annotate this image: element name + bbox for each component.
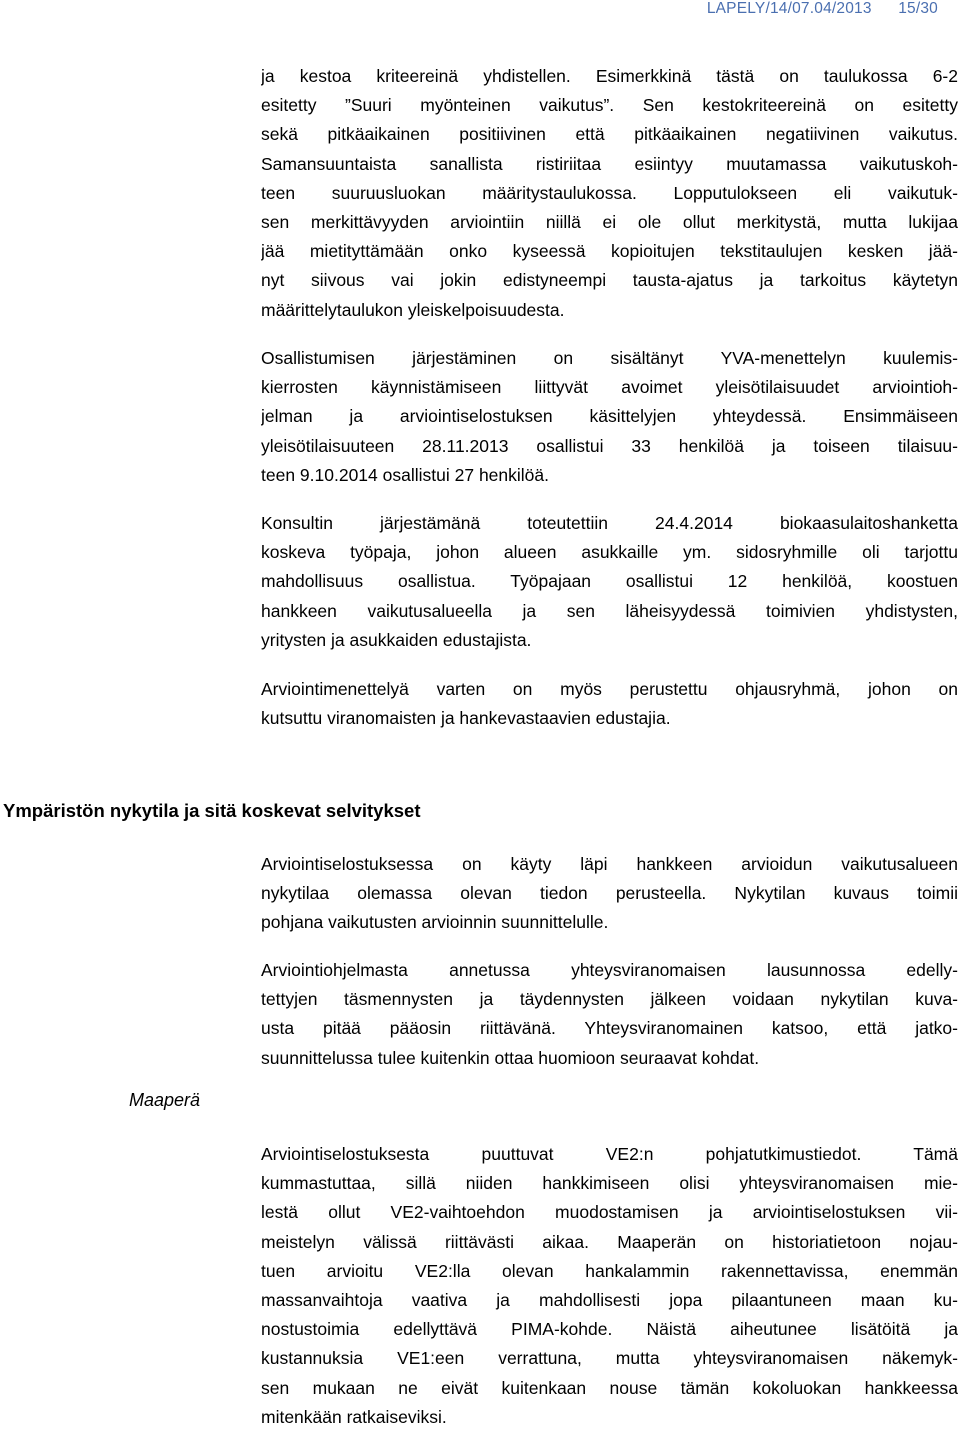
text-line: teen suuruusluokan määritystaulukossa. Lopputulokseen eli vaikutuk- xyxy=(261,182,958,203)
text-line: mitenkään ratkaiseviksi. xyxy=(261,1406,447,1427)
page-number: 15/30 xyxy=(898,0,938,17)
text-line: sen merkittävyyden arviointiin niillä ei ole ollut merkitystä, mutta lukijaa xyxy=(261,211,958,232)
text-line: tettyjen täsmennysten ja täydennysten jälkeen voidaan nykytilan kuva- xyxy=(261,989,958,1010)
soil-paragraph xyxy=(261,1140,958,1432)
text-line: nykytilaa olemassa olevan tiedon perusteella. Nykytilan kuvaus toimii xyxy=(261,883,958,904)
text-line: lestä ollut VE2-vaihtoehdon muodostamisen ja arviointiselostuksen vii- xyxy=(261,1202,958,1223)
text-line: nostustoimia edellyttävä PIMA-kohde. Näistä aiheutunee lisätöitä ja xyxy=(261,1319,958,1340)
text-line: jää mietityttämään onko kyseessä kopioitujen tekstitaulujen kesken jää- xyxy=(261,241,958,262)
text-line: yritysten ja asukkaiden edustajista. xyxy=(261,629,532,650)
text-line: yleisötilaisuuteen 28.11.2013 osallistui 33 henkilöä ja toiseen tilaisuu- xyxy=(261,435,958,456)
page-header xyxy=(707,0,938,18)
authority-statement-paragraph xyxy=(261,956,958,1073)
text-line: kierrosten käynnistämiseen liittyvät avoimet yleisötilaisuudet arviointioh- xyxy=(261,377,958,398)
text-line: kustannuksia VE1:een verrattuna, mutta yhteysviranomaisen näkemyk- xyxy=(261,1348,958,1369)
text-line: suunnittelussa tulee kuitenkin ottaa huomioon seuraavat kohdat. xyxy=(261,1047,760,1068)
text-line: pohjana vaikutusten arvioinnin suunnittelulle. xyxy=(261,912,609,933)
text-line: kutsuttu viranomaisten ja hankevastaavien edustajia. xyxy=(261,708,671,729)
text-line: hankkeen vaikutusalueella ja sen läheisyydessä toimivien yhdistysten, xyxy=(261,600,958,621)
text-line: sen mukaan ne eivät kuitenkaan nouse tämän kokoluokan hankkeessa xyxy=(261,1377,958,1398)
text-line: usta pitää pääosin riittävänä. Yhteysviranomainen katsoo, että jatko- xyxy=(261,1018,958,1039)
text-line: Samansuuntaista sanallista ristiriitaa esiintyy muutamassa vaikutuskoh- xyxy=(261,153,958,174)
text-line: kummastuttaa, sillä niiden hankkimiseen olisi yhteysviranomaisen mie- xyxy=(261,1173,958,1194)
text-line: nyt siivous vai jokin edistyneempi tausta-ajatus ja tarkoitus käytetyn xyxy=(261,270,958,291)
text-line: massanvaihtoja vaativa ja mahdollisesti jopa pilaantuneen maan ku- xyxy=(261,1289,958,1310)
text-line: koskeva työpaja, johon alueen asukkaille ym. sidosryhmille oli tarjottu xyxy=(261,542,958,563)
text-line: Arviointiohjelmasta annetussa yhteysviranomaisen lausunnossa edelly- xyxy=(261,960,958,980)
participation-paragraph xyxy=(261,344,958,490)
text-line: Osallistumisen järjestäminen on sisältänyt YVA-menettelyn kuulemis- xyxy=(261,348,958,368)
intro-paragraph xyxy=(261,62,958,325)
text-line: Arviointimenettelyä varten on myös perustettu ohjausryhmä, johon on xyxy=(261,679,958,699)
text-line: määrittelytaulukon yleiskelpoisuudesta. xyxy=(261,299,565,320)
text-line: Arviointiselostuksesta puuttuvat VE2:n pohjatutkimustiedot. Tämä xyxy=(261,1144,958,1164)
document-reference: LAPELY/14/07.04/2013 xyxy=(706,0,872,17)
text-line: Arviointiselostuksessa on käyty läpi hankkeen arvioidun vaikutusalueen xyxy=(261,854,958,874)
current-state-paragraph xyxy=(261,850,958,938)
text-line: jelman ja arviointiselostuksen käsittelyjen yhteydessä. Ensimmäiseen xyxy=(261,406,958,427)
steering-group-paragraph xyxy=(261,675,958,733)
text-line: mahdollisuus osallistua. Työpajaan osallistui 12 henkilöä, koostuen xyxy=(261,571,958,592)
text-line: meistelyn välissä riittävästi aikaa. Maaperän on historiatietoon nojau- xyxy=(261,1231,958,1252)
workshop-paragraph xyxy=(261,509,958,655)
text-line: esitetty ”Suuri myönteinen vaikutus”. Sen kestokriteereinä on esitetty xyxy=(261,95,958,116)
text-line: Konsultin järjestämänä toteutettiin 24.4.2014 biokaasulaitoshanketta xyxy=(261,513,958,533)
text-line: teen 9.10.2014 osallistui 27 henkilöä. xyxy=(261,464,549,485)
topic-label-soil: Maaperä xyxy=(129,1090,201,1110)
text-line: tuen arvioitu VE2:lla olevan hankalammin rakennettavissa, enemmän xyxy=(261,1260,958,1281)
text-line: sekä pitkäaikainen positiivinen että pitkäaikainen negatiivinen vaikutus. xyxy=(261,124,958,145)
section-heading: Ympäristön nykytila ja sitä koskevat selvitykset xyxy=(3,800,421,821)
text-line: ja kestoa kriteereinä yhdistellen. Esimerkkinä tästä on taulukossa 6-2 xyxy=(261,66,958,86)
